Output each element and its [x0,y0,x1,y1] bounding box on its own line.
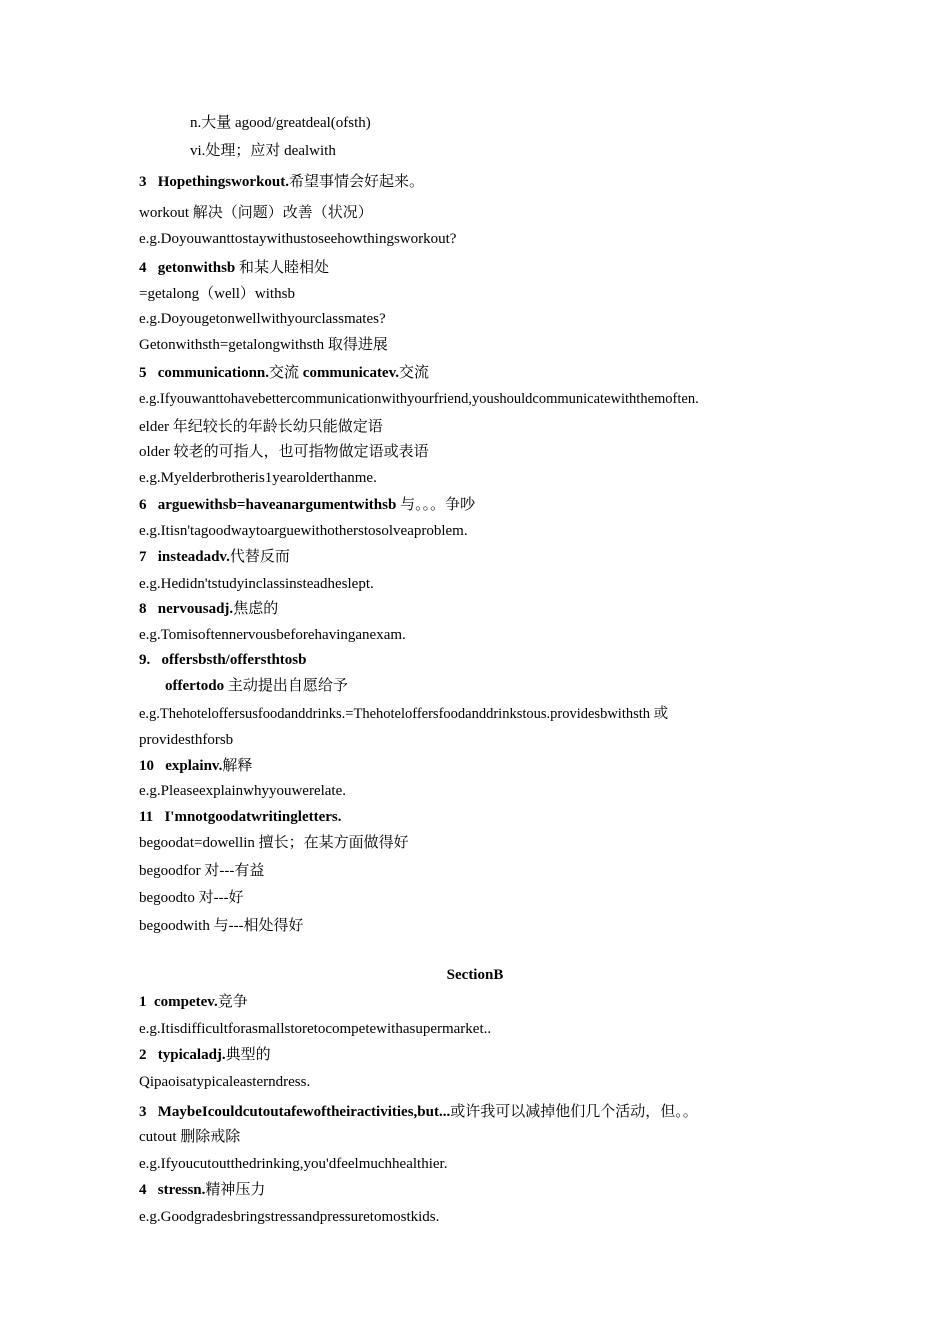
text-line: begoodfor 对---有益 [139,863,265,879]
item-number: 4 [139,1182,147,1198]
item-meaning: 典型的 [225,1047,271,1063]
text-line: elder 年纪较长的年龄长幼只能做定语 [139,419,383,435]
text-line: begoodto 对---好 [139,890,244,906]
item-number: 4 [139,260,147,276]
item-number: 11 [139,809,154,825]
item-number: 10 [139,758,154,774]
item-meaning: 与。。。争吵 [396,497,476,513]
item-term: communicatev. [302,365,400,381]
item-heading [139,1103,698,1121]
text-line: begoodwith 与---相处得好 [139,918,304,934]
item-meaning: 或许我可以减掉他们几个活动，但。。 [450,1104,698,1120]
item-number: 8 [139,601,147,617]
item-term: insteadadv. [157,549,230,565]
example-line: e.g.Pleaseexplainwhyyouwerelate. [139,783,347,799]
item-meaning: 竞争 [217,994,248,1010]
text-line: begoodat=dowellin 擅长；在某方面做得好 [139,835,409,851]
item-heading [139,496,475,514]
section-heading: SectionB [446,967,504,983]
text-line: =getalong（well）withsb [139,286,295,302]
item-heading [139,173,424,191]
item-term: arguewithsb=haveanargumentwithsb [157,497,397,513]
example-line: e.g.Tomisoftennervousbeforehavinganexam. [139,627,406,643]
item-term: stressn. [157,1182,206,1198]
item-number: 2 [139,1047,147,1063]
item-meaning: 和某人睦相处 [235,260,330,276]
text-line: vi.处理；应对 dealwith [190,143,336,159]
item-term: Hopethingsworkout. [157,174,290,190]
item-meaning: 主动提出自愿给予 [224,678,348,694]
item-meaning: 交流 [399,365,430,381]
text-line: Getonwithsth=getalongwithsth 取得进展 [139,337,388,353]
example-line: e.g.Myelderbrotheris1yearolderthanme. [139,470,377,486]
item-number: 9. [139,652,151,668]
item-term: offersbsth/offersthtosb [161,652,307,668]
item-term: offertodo [165,678,225,694]
example-line: Qipaoisatypicaleasterndress. [139,1074,311,1090]
item-term: nervousadj. [157,601,234,617]
item-term: getonwithsb [157,260,236,276]
item-heading [139,808,342,826]
item-term: competev. [154,994,218,1010]
text-line: n.大量 agood/greatdeal(ofsth) [190,115,371,131]
item-number: 5 [139,365,147,381]
item-meaning: 解释 [222,758,253,774]
item-number: 3 [139,1104,147,1120]
item-heading [139,1181,265,1199]
item-heading [139,1046,271,1064]
item-number: 6 [139,497,147,513]
item-number: 7 [139,549,147,565]
example-line: e.g.Ifyouwanttohavebettercommunicationwithyourfriend,youshouldcommunicatewiththemoften. [139,391,699,407]
item-meaning: 代替反而 [229,549,290,565]
item-heading [139,259,329,277]
item-term: typicaladj. [157,1047,226,1063]
item-heading [139,993,248,1011]
text-line: providesthforsb [139,732,234,748]
example-line: e.g.Itisdifficultforasmallstoretocompetewithasupermarket.. [139,1021,492,1037]
text-line: older 较老的可指人，也可指物做定语或表语 [139,444,429,460]
item-meaning: 焦虑的 [233,601,279,617]
item-heading [139,757,252,775]
example-line: e.g.Ifyoucutoutthedrinking,you'dfeelmuchhealthier. [139,1156,448,1172]
item-term: communicationn. [157,365,270,381]
item-heading [139,548,290,566]
item-meaning: 交流 [269,365,303,381]
example-line: e.g.Thehoteloffersusfoodanddrinks.=Thehoteloffersfoodanddrinkstous.providesbwithsth 或 [139,706,669,722]
example-line: e.g.Itisn'tagoodwaytoarguewithotherstosolveaproblem. [139,523,468,539]
item-heading [139,364,429,382]
example-line: e.g.Hedidn'tstudyinclassinsteadheslept. [139,576,374,592]
example-line: e.g.Doyouwanttostaywithustoseehowthingsworkout? [139,231,457,247]
text-line: cutout 删除戒除 [139,1129,241,1145]
item-number: 1 [139,994,147,1010]
item-meaning: 精神压力 [205,1182,266,1198]
item-number: 3 [139,174,147,190]
item-meaning: 希望事情会好起来。 [289,174,425,190]
item-heading [139,651,306,669]
item-term: explainv. [165,758,223,774]
example-line: e.g.Goodgradesbringstressandpressuretomostkids. [139,1209,440,1225]
example-line: e.g.Doyougetonwellwithyourclassmates? [139,311,386,327]
item-term: I'mnotgoodatwritingletters. [164,809,342,825]
text-line: workout 解决（问题）改善（状况） [139,205,373,221]
item-term: MaybeIcouldcutoutafewoftheiractivities,but... [157,1104,451,1120]
text-line [165,677,348,695]
item-heading [139,600,278,618]
